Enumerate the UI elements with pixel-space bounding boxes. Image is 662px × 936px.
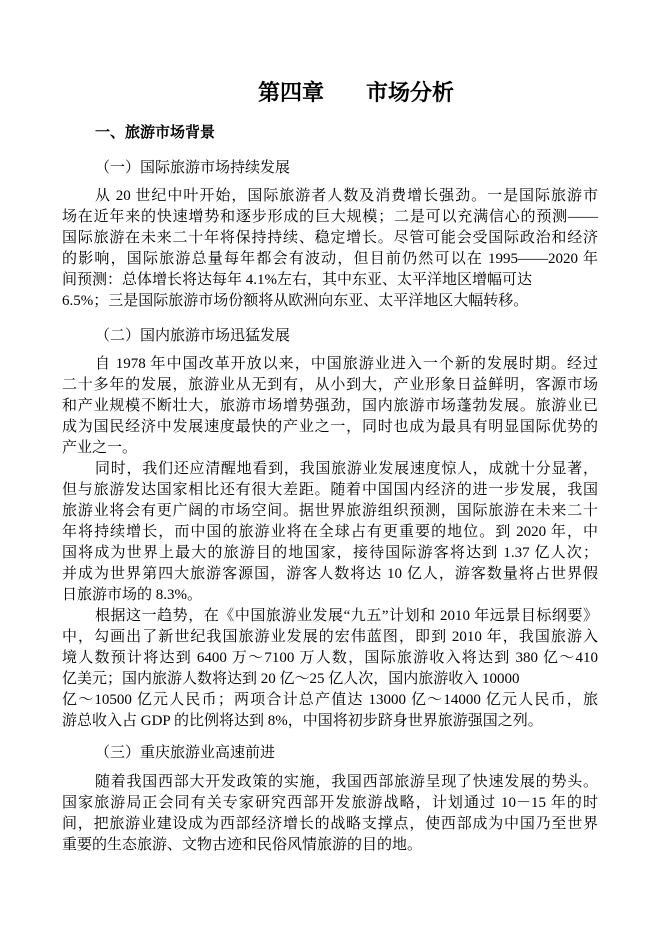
paragraph-line: 间预测：总体增长将达每年 4.1%左右，其中东亚、太平洋地区增幅可达 [62, 271, 532, 288]
subsection-heading-chongqing-tourism: （三）重庆旅游业高速前进 [95, 744, 276, 761]
paragraph-line: 根据这一趋势，在《中国旅游业发展“九五”计划和 2010 年远景目标纲要》 [95, 607, 598, 624]
paragraph-line: 从 20 世纪中叶开始，国际旅游者人数及消费增长强劲。一是国际旅游市 [95, 187, 598, 204]
paragraph-line: 6.5%；三是国际旅游市场份额将从欧洲向东亚、太平洋地区大幅转移。 [62, 292, 529, 309]
paragraph-line: 境人数预计将达到 6400 万～7100 万人数，国际旅游收入将达到 380 亿～410 [62, 649, 598, 666]
paragraph-line: 同时，我们还应清醒地看到，我国旅游业发展速度惊人，成就十分显著， [95, 460, 598, 477]
paragraph-line: 随着我国西部大开发政策的实施，我国西部旅游呈现了快速发展的势头。 [95, 773, 598, 790]
paragraph-line: 日旅游市场的 8.3%。 [62, 586, 202, 603]
paragraph-line: 但与旅游发达国家相比还有很大差距。随着中国国内经济的进一步发展，我国 [62, 481, 598, 498]
paragraph-line: 亿～10500 亿元人民币；两项合计总产值达 13000 亿～14000 亿元人民币，旅 [62, 691, 598, 708]
paragraph-line: 二十多年的发展，旅游业从无到有，从小到大，产业形象日益鲜明，客源市场 [62, 376, 598, 393]
chapter-title [258, 79, 454, 107]
paragraph-reform-opening [62, 354, 598, 459]
paragraph-line: 成为国民经济中发展速度最快的产业之一，同时也成为最具有明显国际优势的 [62, 418, 598, 435]
paragraph-line: 产业之一。 [62, 439, 138, 456]
paragraph-line: 国将成为世界上最大的旅游目的地国家，接待国际游客将达到 1.37 亿人次； [62, 544, 598, 561]
subsection-heading-domestic-tourism: （二）国内旅游市场迅猛发展 [95, 327, 291, 344]
paragraph-line: 游总收入占 GDP 的比例将达到 8%，中国将初步跻身世界旅游强国之列。 [62, 712, 543, 729]
paragraph-line: 年将持续增长，而中国的旅游业将在全球占有更重要的地位。到 2020 年，中 [62, 523, 598, 540]
paragraph-western-development [62, 772, 598, 856]
section-heading: 一、旅游市场背景 [95, 124, 216, 141]
paragraph-line: 中，勾画出了新世纪我国旅游业发展的宏伟蓝图，即到 2010 年，我国旅游入 [62, 628, 598, 645]
paragraph-gap-analysis [62, 459, 598, 606]
paragraph-line: 并成为世界第四大旅游客源国，游客人数将达 10 亿人，游客数量将占世界假 [62, 565, 598, 582]
paragraph-line: 国家旅游局正会同有关专家研究西部开发旅游战略，计划通过 10－15 年的时 [62, 794, 598, 811]
paragraph-development-plan [62, 606, 598, 732]
paragraph-international-tourism [62, 186, 598, 312]
chapter-number: 第四章 [258, 80, 325, 105]
subsection-body-domestic-tourism [62, 354, 598, 732]
paragraph-line: 间，把旅游业建设成为西部经济增长的战略支撑点，使西部成为中国乃至世界 [62, 815, 598, 832]
paragraph-line: 场在近年来的快速增势和逐步形成的巨大规模；二是可以充满信心的预测—— [62, 208, 598, 225]
paragraph-line: 自 1978 年中国改革开放以来，中国旅游业进入一个新的发展时期。经过 [95, 355, 598, 372]
paragraph-line: 的影响，国际旅游总量每年都会有波动，但目前仍然可以在 1995——2020 年 [62, 250, 598, 267]
paragraph-line: 旅游业将会有更广阔的市场空间。据世界旅游组织预测，国际旅游在未来二十 [62, 502, 598, 519]
paragraph-line: 亿美元；国内旅游人数将达到 20 亿～25 亿人次，国内旅游收入 10000 [62, 670, 520, 687]
paragraph-line: 国际旅游在未来二十年将保持持续、稳定增长。尽管可能会受国际政治和经济 [62, 229, 598, 246]
paragraph-line: 和产业规模不断壮大，旅游市场增势强劲，国内旅游市场蓬勃发展。旅游业已 [62, 397, 598, 414]
paragraph-line: 重要的生态旅游、文物古迹和民俗风情旅游的目的地。 [62, 836, 423, 853]
chapter-name: 市场分析 [366, 80, 455, 105]
subsection-heading-international-tourism: （一）国际旅游市场持续发展 [95, 159, 291, 176]
